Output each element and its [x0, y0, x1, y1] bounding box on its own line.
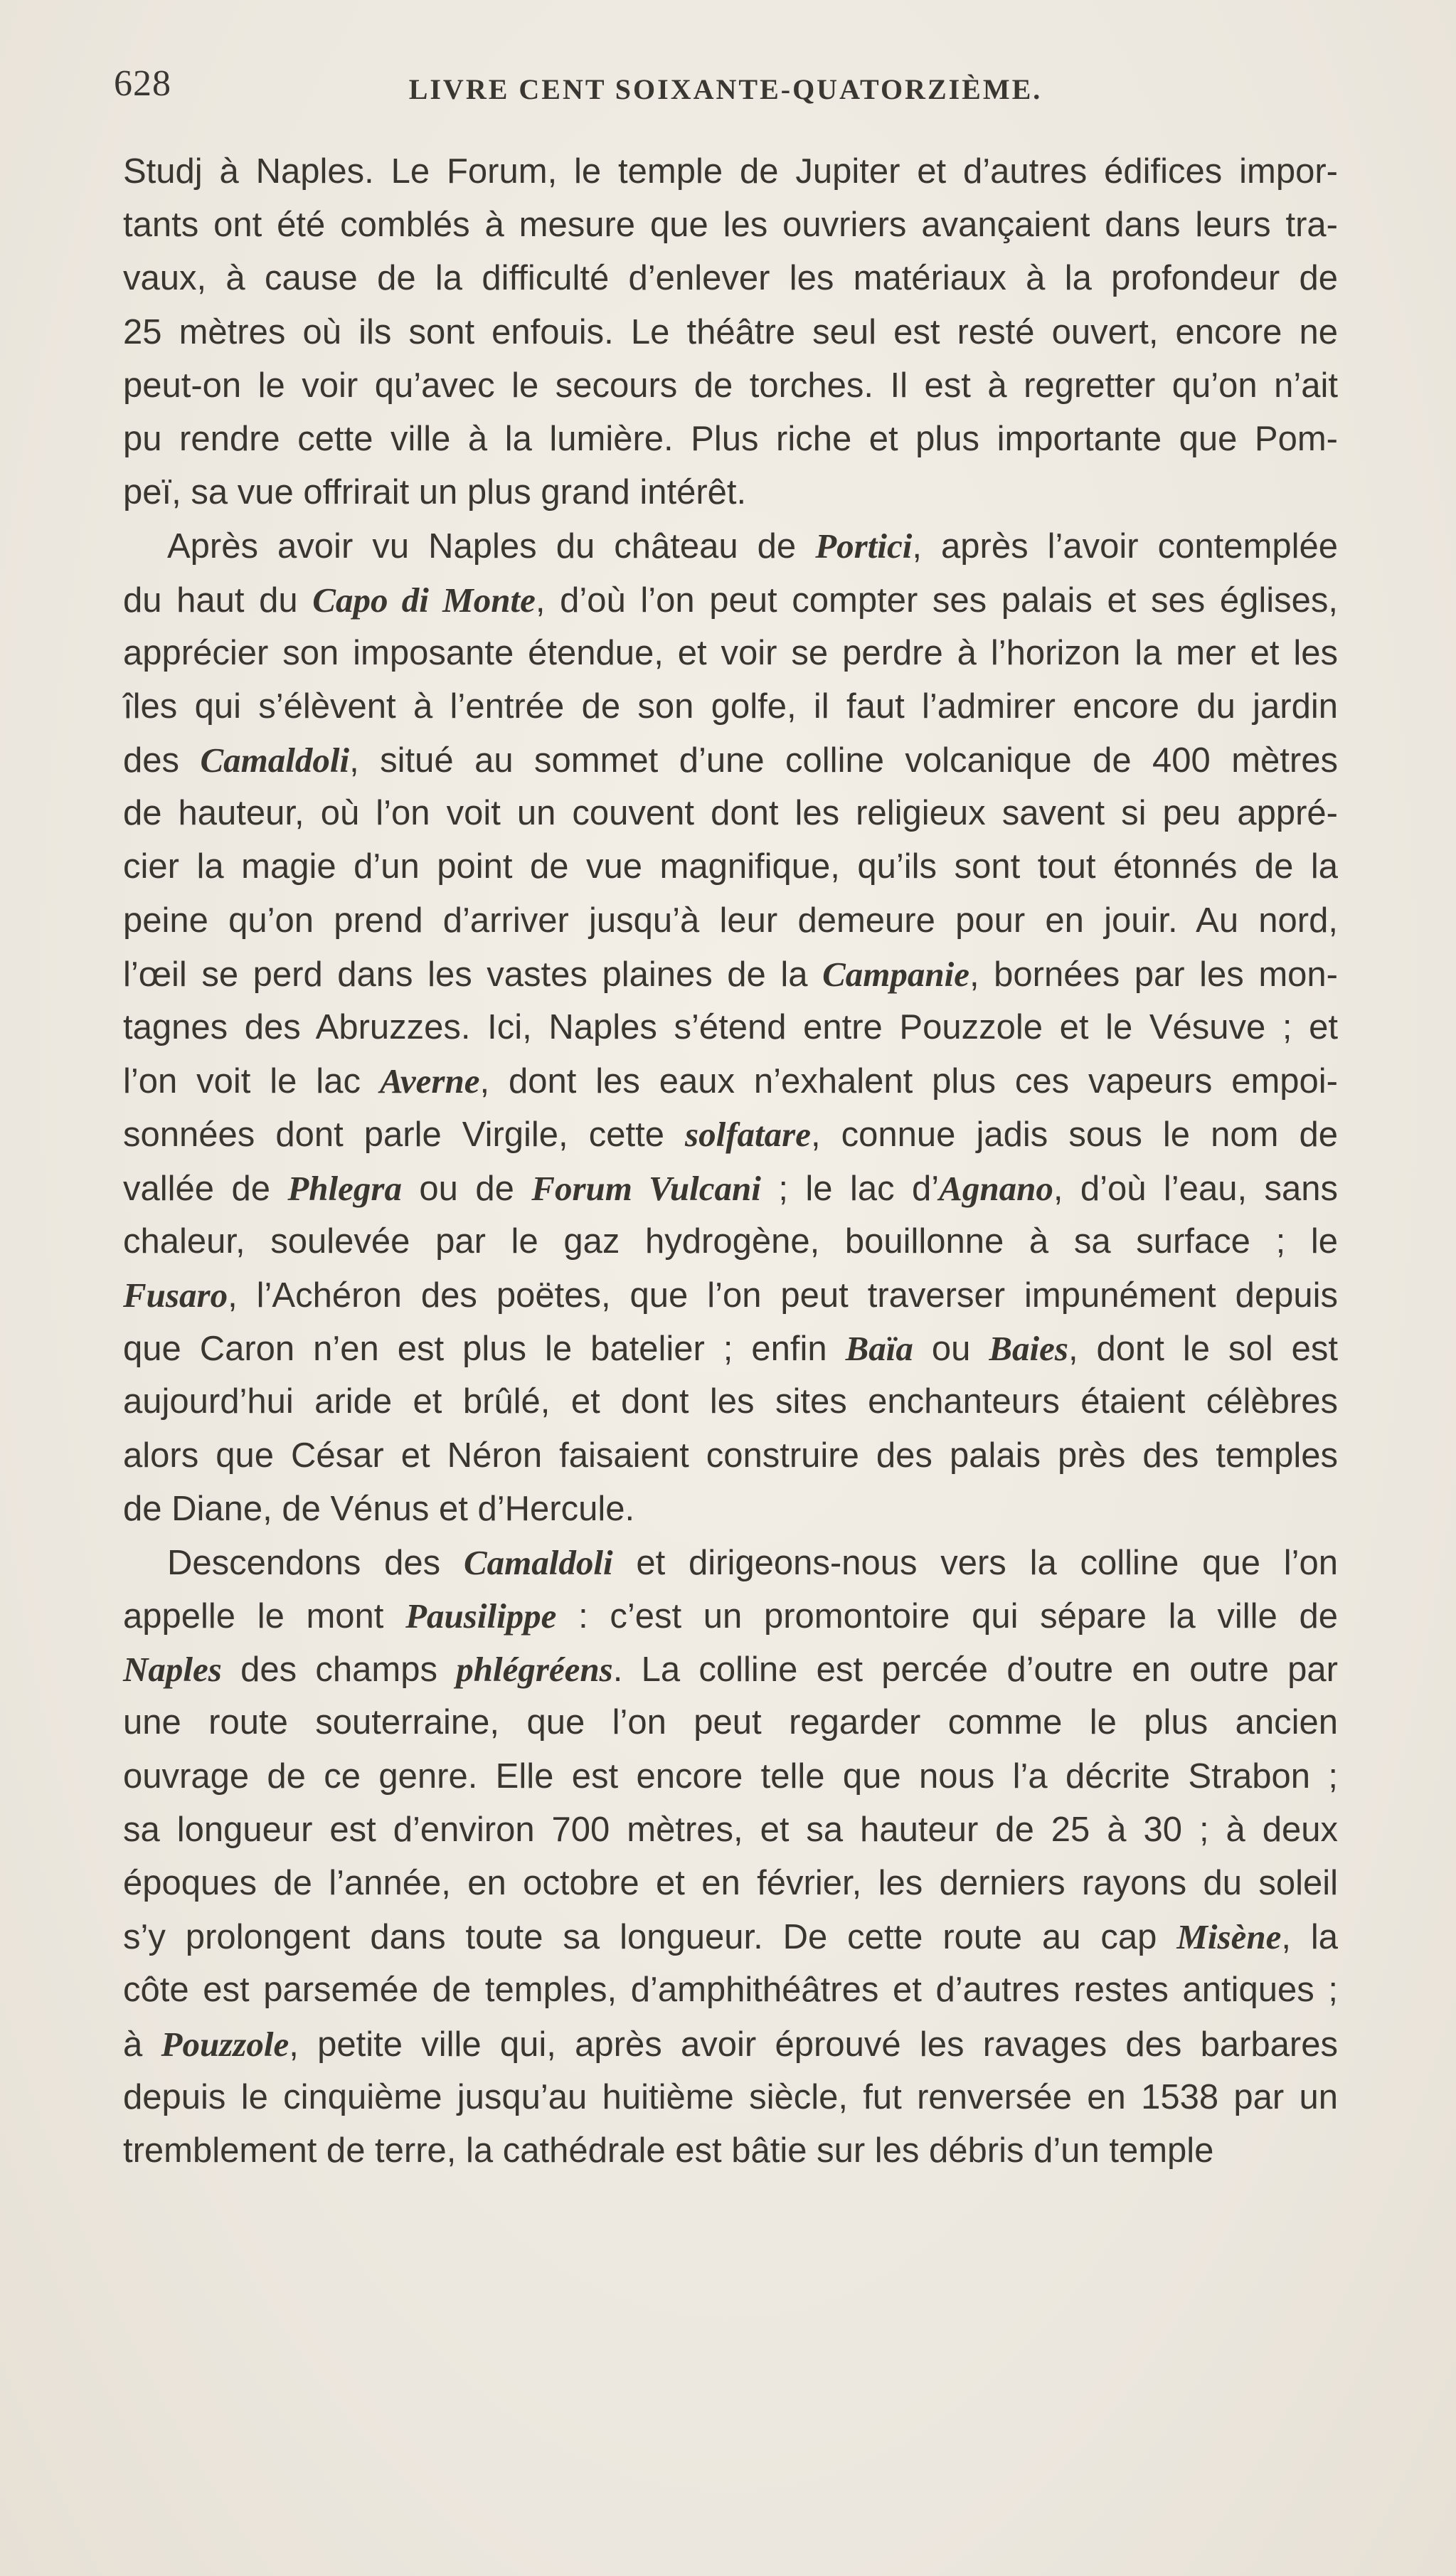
text-line: Fusaro, l’Achéron des poëtes, que l’on peut traverser impunément depuis	[123, 1275, 1338, 1315]
text-line: peine qu’on prend d’arriver jusqu’à leur demeure pour en jouir. Au nord,	[123, 901, 1338, 940]
text-line: îles qui s’élèvent à l’entrée de son golfe, il faut l’admirer encore du jardin	[123, 687, 1338, 726]
text-line: Après avoir vu Naples du château de Portici, après l’avoir contemplée	[167, 526, 1338, 566]
text-line: côte est parsemée de temples, d’amphithéâtres et d’autres restes antiques ;	[123, 1971, 1338, 2010]
running-head: LIVRE CENT SOIXANTE-QUATORZIÈME.	[408, 73, 1043, 105]
text-line: vaux, à cause de la difficulté d’enlever les matériaux à la profondeur de	[123, 259, 1338, 298]
text-line: peï, sa vue offrirait un plus grand intérêt.	[123, 473, 747, 512]
text-line: de Diane, de Vénus et d’Hercule.	[123, 1489, 635, 1528]
text-line: du haut du Capo di Monte, d’où l’on peut compter ses palais et ses églises,	[123, 580, 1338, 620]
text-line: Studj à Naples. Le Forum, le temple de Jupiter et d’autres édifices impor-	[123, 152, 1338, 191]
text-line: des Camaldoli, situé au sommet d’une colline volcanique de 400 mètres	[123, 741, 1338, 780]
text-line: l’on voit le lac Averne, dont les eaux n’exhalent plus ces vapeurs empoi-	[123, 1061, 1338, 1101]
text-line: aujourd’hui aride et brûlé, et dont les sites enchanteurs étaient célèbres	[123, 1382, 1338, 1421]
text-line: époques de l’année, en octobre et en février, les derniers rayons du soleil	[123, 1864, 1338, 1902]
text-line: sonnées dont parle Virgile, cette solfatare, connue jadis sous le nom de	[123, 1115, 1338, 1155]
text-line: peut-on le voir qu’avec le secours de torches. Il est à regretter qu’on n’ait	[123, 366, 1338, 405]
text-line: cier la magie d’un point de vue magnifique, qu’ils sont tout étonnés de la	[123, 847, 1338, 886]
text-line: à Pouzzole, petite ville qui, après avoir éprouvé les ravages des barbares	[123, 2024, 1338, 2064]
text-line: s’y prolongent dans toute sa longueur. De cette route au cap Misène, la	[123, 1917, 1338, 1957]
text-line: Descendons des Camaldoli et dirigeons-nous vers la colline que l’on	[167, 1542, 1338, 1582]
text-line: tremblement de terre, la cathédrale est bâtie sur les débris d’un temple	[123, 2131, 1214, 2170]
text-line: que Caron n’en est plus le batelier ; enfin Baïa ou Baies, dont le sol est	[123, 1329, 1338, 1369]
text-line: ouvrage de ce genre. Elle est encore telle que nous l’a décrite Strabon ;	[123, 1756, 1338, 1796]
text-line: alors que César et Néron faisaient construire des palais près des temples	[123, 1436, 1338, 1475]
text-line: l’œil se perd dans les vastes plaines de la Campanie, bornées par les mon-	[123, 954, 1338, 994]
text-line: tants ont été comblés à mesure que les ouvriers avançaient dans leurs tra-	[123, 206, 1338, 245]
text-line: une route souterraine, que l’on peut regarder comme le plus ancien	[123, 1703, 1338, 1742]
text-line: sa longueur est d’environ 700 mètres, et sa hauteur de 25 à 30 ; à deux	[123, 1810, 1338, 1849]
page-number: 628	[114, 63, 171, 104]
text-line: tagnes des Abruzzes. Ici, Naples s’étend entre Pouzzole et le Vésuve ; et	[123, 1008, 1338, 1046]
text-line: chaleur, soulevée par le gaz hydrogène, bouillonne à sa surface ; le	[123, 1221, 1338, 1261]
text-line: apprécier son imposante étendue, et voir se perdre à l’horizon la mer et les	[123, 633, 1338, 672]
text-line: Naples des champs phlégréens. La colline est percée d’outre en outre par	[123, 1650, 1338, 1690]
page-header	[114, 63, 1337, 120]
text-line: vallée de Phlegra ou de Forum Vulcani ; le lac d’Agnano, d’où l’eau, sans	[123, 1168, 1338, 1208]
text-line: de hauteur, où l’on voit un couvent dont les religieux savent si peu appré-	[123, 794, 1338, 833]
text-line: appelle le mont Pausilippe : c’est un promontoire qui sépare la ville de	[123, 1596, 1338, 1636]
text-line: depuis le cinquième jusqu’au huitième siècle, fut renversée en 1538 par un	[123, 2077, 1338, 2116]
text-line: 25 mètres où ils sont enfouis. Le théâtre seul est resté ouvert, encore ne	[123, 312, 1338, 351]
text-line: pu rendre cette ville à la lumière. Plus riche et plus importante que Pom-	[123, 419, 1338, 458]
body-text	[123, 145, 1338, 2178]
